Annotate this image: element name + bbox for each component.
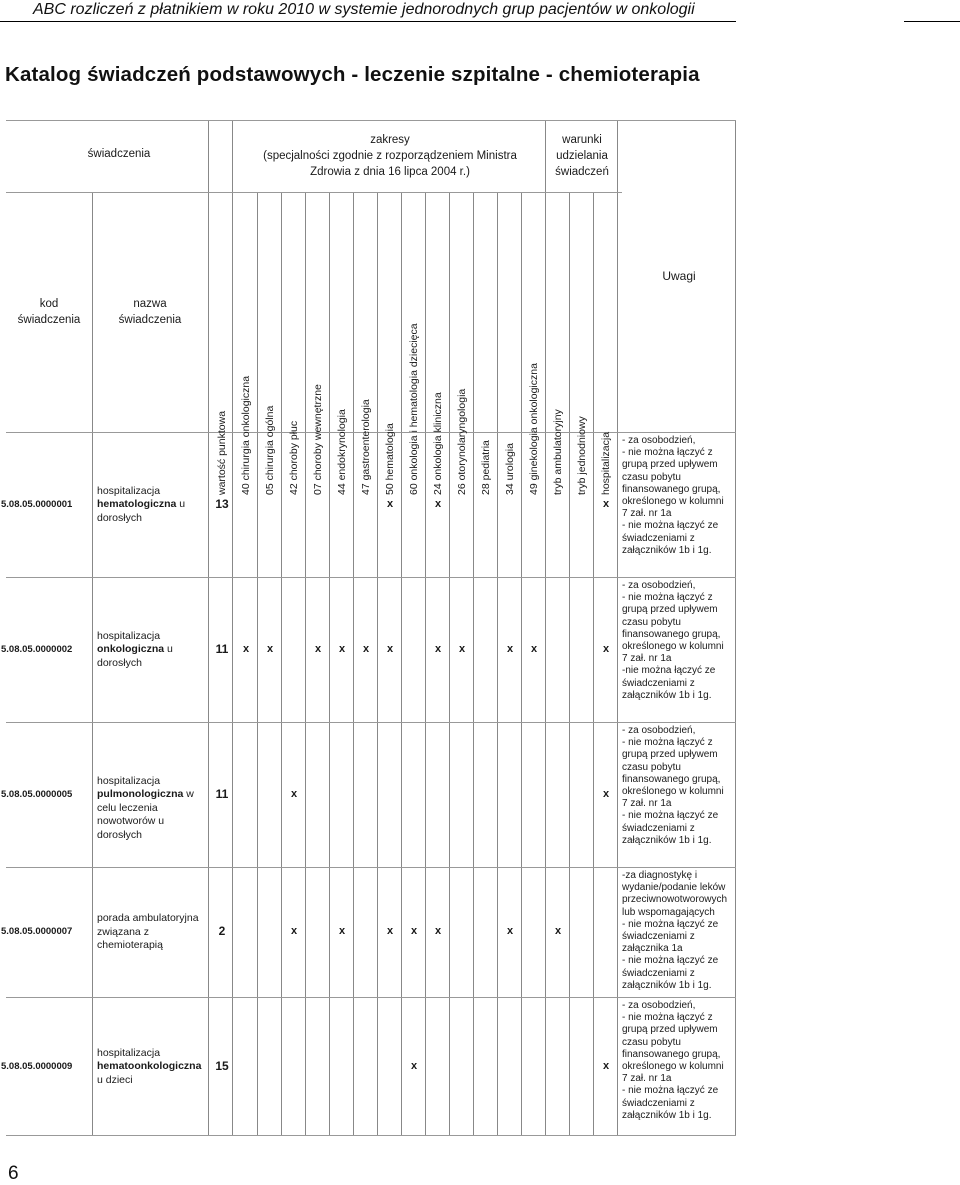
service-notes: -za diagnostykę i wydanie/podanie leków przeciwnowotworowych lub wspomagających - nie można łączyć ze świadczeniami z załącznika 1a - nie można łączyć ze świadczeniami z załączników 1b i 1g.	[622, 870, 728, 991]
group-header-services: świadczenia	[87, 148, 151, 160]
service-name	[97, 485, 209, 526]
service-code: 5.08.05.0000009	[1, 1060, 73, 1072]
service-name-suffix: u dorosłych	[97, 498, 186, 524]
column-header-code: kod świadczenia	[17, 298, 81, 326]
header-divider	[0, 21, 736, 22]
table-row	[1, 722, 736, 867]
service-name-suffix: w celu leczenia nowotworów u dorosłych	[97, 788, 194, 841]
group-header-conditions: warunki udzielania świadczeń	[555, 134, 609, 178]
column-header-specialty-text: 49 ginekologia onkologiczna	[528, 363, 540, 495]
service-name-prefix: porada ambulatoryjna związana z chemioterapią	[97, 912, 199, 951]
column-header-specialty-text: 50 hematologia	[384, 423, 396, 495]
column-header-notes: Uwagi	[662, 269, 696, 283]
column-header-specialty-text: 05 chirurgia ogólna	[264, 405, 276, 495]
column-header-specialty-text: 34 urologia	[504, 443, 516, 495]
service-name-prefix: hospitalizacja	[97, 774, 161, 787]
grid-line	[6, 120, 736, 121]
page-title: Katalog świadczeń podstawowych - leczenie szpitalne - chemioterapia	[5, 63, 700, 86]
scope-mark: x	[602, 1059, 610, 1072]
column-header-condition-text: hospitalizacja	[600, 431, 612, 495]
scope-mark: x	[362, 642, 370, 655]
scope-mark: x	[386, 642, 394, 655]
table-row	[1, 432, 736, 577]
service-name	[97, 1047, 209, 1088]
scope-mark: x	[602, 497, 610, 510]
scope-mark: x	[530, 642, 538, 655]
service-name-prefix: hospitalizacja	[97, 1046, 161, 1059]
scope-mark: x	[554, 925, 562, 937]
scope-mark: x	[434, 497, 442, 510]
column-header-specialty-text: 26 otorynolaryngologia	[456, 388, 468, 495]
services-catalog-table	[1, 120, 736, 1136]
service-name-suffix: u dzieci	[97, 1073, 133, 1086]
point-value: 11	[215, 641, 229, 656]
scope-mark: x	[506, 642, 514, 655]
column-header-name: nazwa świadczenia	[118, 298, 182, 326]
scope-mark: x	[338, 925, 346, 937]
scope-mark: x	[386, 925, 394, 937]
service-name-highlight: hematologiczna	[97, 498, 177, 510]
point-value: 13	[215, 496, 229, 511]
service-code: 5.08.05.0000007	[1, 926, 73, 937]
table-row	[1, 577, 736, 722]
service-name-prefix: hospitalizacja	[97, 629, 161, 642]
column-header-specialty-text: 42 choroby płuc	[288, 420, 300, 495]
scope-mark: x	[410, 925, 418, 937]
column-header-points-text: wartość punktowa	[216, 410, 228, 495]
table-row	[1, 867, 736, 997]
service-code: 5.08.05.0000005	[1, 788, 73, 800]
scope-mark: x	[314, 642, 322, 655]
service-name-suffix: u dorosłych	[97, 643, 173, 669]
column-header-specialty-text: 40 chirurgia onkologiczna	[240, 375, 252, 495]
service-notes: - za osobodzień, - nie można łączyć z grupą przed upływem czasu pobytu finansowanego grupą, określonego w kolumni 7 zał. nr 1a -nie można łączyć ze świadczeniami z załączników 1b i 1g.	[622, 580, 724, 701]
scope-mark: x	[506, 925, 514, 937]
scope-mark: x	[602, 642, 610, 655]
scope-mark: x	[290, 925, 298, 937]
service-name-highlight: hematoonkologiczna	[97, 1060, 202, 1072]
column-header-specialty-text: 07 choroby wewnętrzne	[312, 384, 324, 495]
service-notes: - za osobodzień, - nie można łączyć z grupą przed upływem czasu pobytu finansowanego grupą, określonego w kolumni 7 zał. nr 1a - nie można łączyć ze świadczeniami z załączników 1b i 1g.	[622, 435, 724, 556]
scope-mark: x	[434, 642, 442, 655]
service-name	[97, 912, 209, 953]
scope-mark: x	[410, 1059, 418, 1072]
point-value: 2	[218, 924, 226, 938]
column-header-specialty-text: 24 onkologia kliniczna	[432, 392, 444, 495]
service-name-prefix: hospitalizacja	[97, 484, 161, 497]
service-name	[97, 775, 209, 843]
running-header: ABC rozliczeń z płatnikiem w roku 2010 w systemie jednorodnych grup pacjentów w onkologii	[33, 1, 695, 18]
scope-mark: x	[434, 925, 442, 937]
service-name-highlight: onkologiczna	[97, 643, 165, 655]
column-header-specialty-text: 44 endokrynologia	[336, 409, 348, 495]
scope-mark: x	[602, 787, 610, 800]
group-header-scopes: zakresy (specjalności zgodnie z rozporządzeniem Ministra Zdrowia z dnia 16 lipca 2004 r.)	[263, 134, 517, 178]
service-code: 5.08.05.0000001	[1, 498, 73, 510]
scope-mark: x	[386, 497, 394, 510]
point-value: 15	[215, 1058, 229, 1073]
table-row	[1, 997, 736, 1136]
service-name-highlight: pulmonologiczna	[97, 788, 184, 800]
service-notes: - za osobodzień, - nie można łączyć z grupą przed upływem czasu pobytu finansowanego grupą, określonego w kolumni 7 zał. nr 1a - nie można łączyć ze świadczeniami z załączników 1b i 1g.	[622, 725, 724, 846]
scope-mark: x	[242, 642, 250, 655]
column-header-condition-text: tryb ambulatoryjny	[552, 409, 564, 495]
column-header-specialty-text: 28 pediatria	[480, 440, 492, 495]
column-header-specialty-text: 47 gastroenterologia	[360, 399, 372, 495]
column-header-specialty-text: 60 onkologia i hematologia dziecięca	[408, 323, 420, 495]
header-divider-right	[904, 21, 960, 22]
scope-mark: x	[338, 642, 346, 655]
scope-mark: x	[290, 787, 298, 800]
point-value: 11	[215, 786, 229, 801]
service-notes: - za osobodzień, - nie można łączyć z grupą przed upływem czasu pobytu finansowanego grupą, określonego w kolumni 7 zał. nr 1a - nie można łączyć ze świadczeniami z załączników 1b i 1g.	[622, 1000, 724, 1121]
column-header-condition-text: tryb jednodniowy	[576, 416, 588, 495]
service-name	[97, 630, 209, 671]
scope-mark: x	[266, 642, 274, 655]
grid-line	[6, 192, 622, 193]
scope-mark: x	[458, 642, 466, 655]
service-code: 5.08.05.0000002	[1, 643, 73, 655]
page-number: 6	[8, 1163, 19, 1184]
